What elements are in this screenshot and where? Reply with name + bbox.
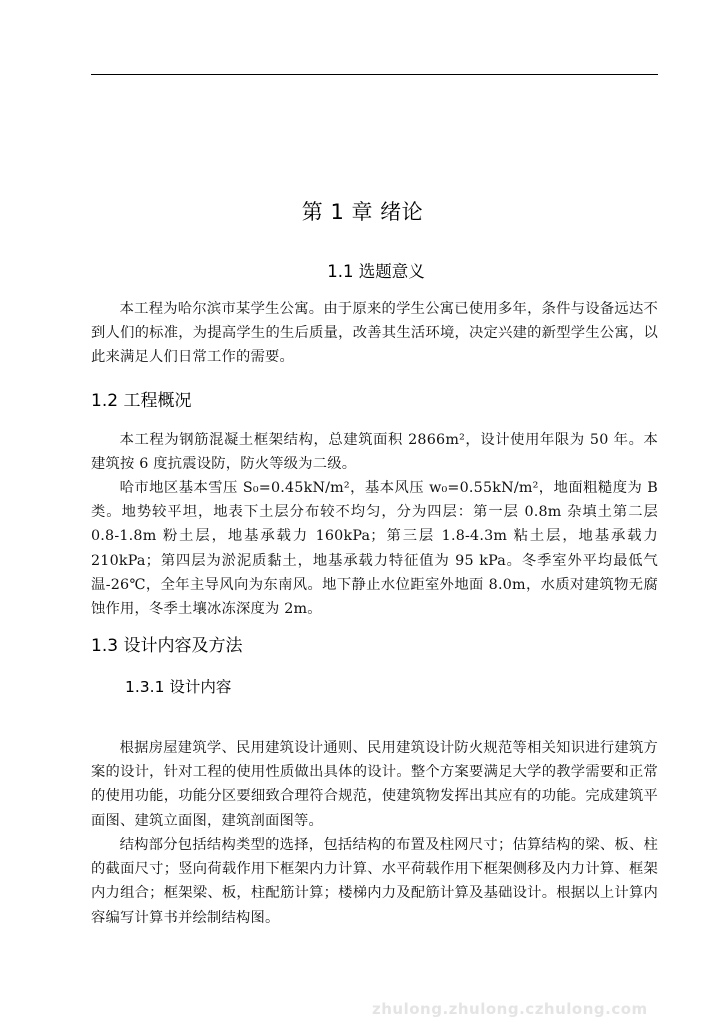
section-1-3-heading: 1.3 设计内容及方法 [91, 636, 243, 656]
subsection-1-3-1-heading: 1.3.1 设计内容 [125, 678, 232, 696]
watermark-text: zhulong.zhulong.czhulong.com [372, 1000, 648, 1018]
chapter-title: 第 1 章 绪论 [301, 200, 424, 224]
section-1-1-paragraph: 本工程为哈尔滨市某学生公寓。由于原来的学生公寓已使用多年，条件与设备远达不到人们的标准，为提高学生的生后质量，改善其生活环境，决定兴建的新型学生公寓，以此来满足人们日常工作的需要。 [91, 301, 658, 366]
header-rule [91, 74, 658, 75]
subsection-1-3-1-paragraph-2: 结构部分包括结构类型的选择，包括结构的布置及柱网尺寸；估算结构的梁、板、柱的截面尺寸；竖向荷载作用下框架内力计算、水平荷载作用下框架侧移及内力计算、框架内力组合；框架梁、板，柱配筋计算；楼梯内力及配筋计算及基础设计。根据以上计算内容编写计算书并绘制结构图。 [91, 837, 658, 926]
subsection-1-3-1-paragraph-1: 根据房屋建筑学、民用建筑设计通则、民用建筑设计防火规范等相关知识进行建筑方案的设计，针对工程的使用性质做出具体的设计。整个方案要满足大学的教学需要和正常的使用功能，功能分区要细致合理符合规范，使建筑物发挥出其应有的功能。完成建筑平面图、建筑立面图，建筑剖面图等。 [91, 740, 658, 829]
section-1-1-heading: 1.1 选题意义 [327, 262, 425, 281]
section-1-2-paragraph-1: 本工程为钢筋混凝土框架结构，总建筑面积 2866m²，设计使用年限为 50 年。本建筑按 6 度抗震设防，防火等级为二级。 [91, 432, 658, 473]
section-1-2-heading: 1.2 工程概况 [91, 391, 192, 411]
section-1-2-paragraph-2: 哈市地区基本雪压 S₀=0.45kN/m²，基本风压 w₀=0.55kN/m²，地面粗糙度为 B 类。地势较平坦，地表下土层分布较不均匀，分为四层：第一层 0.8m 杂填土第二层 0.8-1.8m 粉土层，地基承载力 160kPa；第三层 1.8-4.3m 粘土层，地基承载力 210kPa；第四层为淤泥质黏土，地基承载力特征值为 95 kPa。冬季室外平均最低气温-26℃，全年主导风向为东南风。地下静止水位距室外地面 8.0m，水质对建筑物无腐蚀作用，冬季土壤冰冻深度为 2m。 [91, 480, 658, 618]
